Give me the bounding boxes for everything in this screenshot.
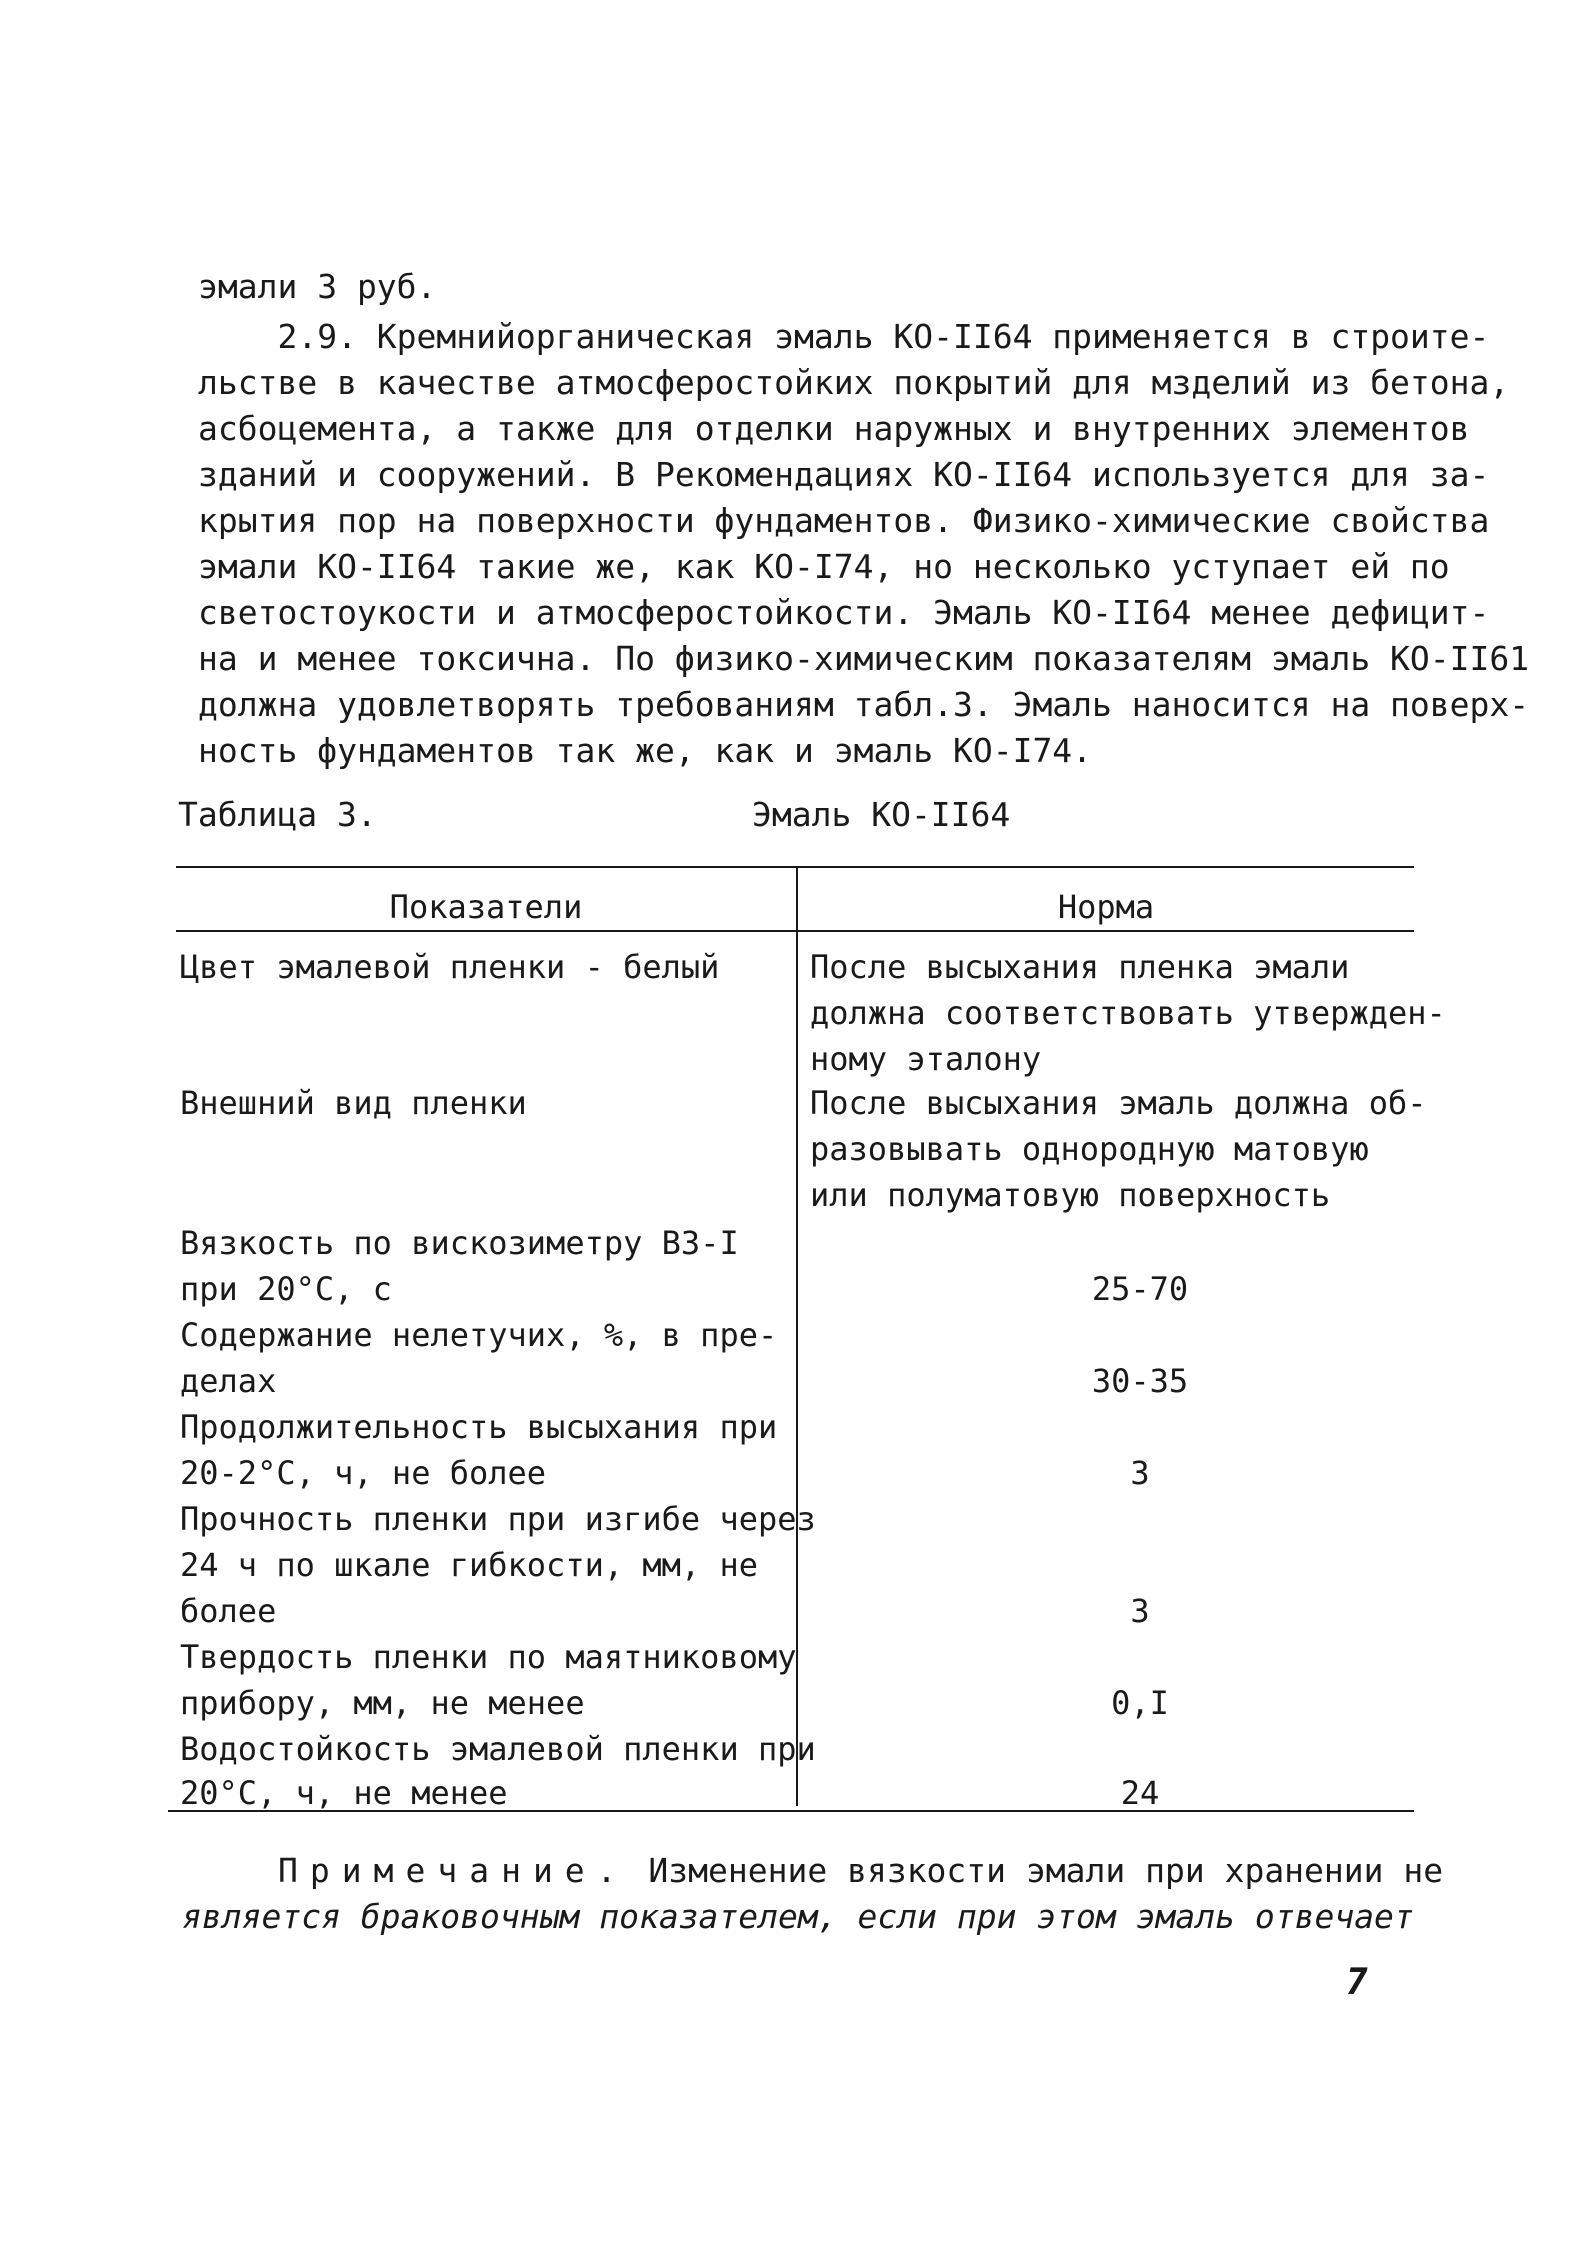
indicator-cell: Твердость пленки по маятниковому — [180, 1638, 797, 1676]
norm-value: 30-35 — [1091, 1362, 1189, 1400]
indicator-cell: Содержание нелетучих, %, в пре- — [180, 1316, 778, 1354]
table-top-rule — [176, 866, 1414, 868]
column-header-norm: Норма — [1057, 888, 1155, 926]
indicator-cell: Водостойкость эмалевой пленки при — [180, 1730, 816, 1768]
section-line: льстве в качестве атмосферостойких покрытий для мзделий из бетона, — [198, 363, 1510, 402]
norm-value: 3 — [1130, 1592, 1150, 1630]
indicator-cell: прибору, мм, не менее — [180, 1684, 585, 1722]
indicator-cell: Вязкость по вискозиметру ВЗ-I — [180, 1224, 739, 1262]
note-label: Примечание. — [278, 1851, 629, 1890]
norm-cell: После высыхания пленка эмали — [810, 948, 1350, 986]
norm-cell: разовывать однородную матовую — [810, 1130, 1369, 1168]
indicator-cell: при 20°С, с — [180, 1270, 392, 1308]
section-line: эмали КО-II64 такие же, как КО-I74, но несколько уступает ей по — [198, 547, 1450, 586]
indicator-cell: Внешний вид пленки — [180, 1084, 527, 1122]
indicator-cell: 20-2°С, ч, не более — [180, 1454, 547, 1492]
indicator-cell: делах — [180, 1362, 277, 1400]
section-line: ность фундаментов так же, как и эмаль КО-I74. — [198, 731, 1093, 770]
section-line: крытия пор на поверхности фундаментов. Физико-химические свойства — [198, 501, 1490, 540]
section-line: светостоукости и атмосферостойкости. Эмаль КО-II64 менее дефицит- — [198, 593, 1490, 632]
norm-value: 25-70 — [1091, 1270, 1189, 1308]
table-header-rule — [176, 930, 1414, 932]
note-line-1 — [182, 1848, 1443, 1894]
table-title: Эмаль КО-II64 — [752, 795, 1011, 834]
section-line: асбоцемента, а также для отделки наружных и внутренних элементов — [198, 409, 1470, 448]
section-line: должна удовлетворять требованиям табл.3. Эмаль наносится на поверх- — [198, 685, 1530, 724]
indicator-cell: Цвет эмалевой пленки - белый — [180, 948, 720, 986]
table-label: Таблица 3. — [178, 795, 377, 834]
norm-cell: После высыхания эмаль должна об- — [810, 1084, 1427, 1122]
indicator-cell: 20°С, ч, не менее — [180, 1774, 508, 1812]
norm-value: 0,I — [1111, 1684, 1169, 1722]
paragraph-fragment: эмали 3 руб. — [198, 267, 437, 306]
indicator-cell: Прочность пленки при изгибе через — [180, 1500, 816, 1538]
norm-value: 3 — [1130, 1454, 1150, 1492]
column-header-indicators: Показатели — [389, 888, 583, 926]
note-line-2: является браковочным показателем, если при этом эмаль отвечает — [182, 1897, 1414, 1936]
norm-cell: должна соответствовать утвержден- — [810, 994, 1446, 1032]
section-line: 2.9. Кремнийорганическая эмаль КО-II64 применяется в строите- — [198, 317, 1490, 356]
norm-cell: ному эталону — [810, 1040, 1042, 1078]
indicator-cell: Продолжительность высыхания при — [180, 1408, 778, 1446]
indicator-cell: более — [180, 1592, 277, 1630]
section-line: на и менее токсична. По физико-химическим показателям эмаль КО-II61 — [198, 639, 1530, 678]
note-text: Изменение вязкости эмали при хранении не — [628, 1851, 1444, 1890]
section-line: зданий и сооружений. В Рекомендациях КО-II64 используется для за- — [198, 455, 1490, 494]
norm-cell: или полуматовую поверхность — [810, 1176, 1331, 1214]
page-number: 7 — [1346, 1962, 1368, 2003]
indicator-cell: 24 ч по шкале гибкости, мм, не — [180, 1546, 758, 1584]
norm-value: 24 — [1120, 1774, 1160, 1812]
